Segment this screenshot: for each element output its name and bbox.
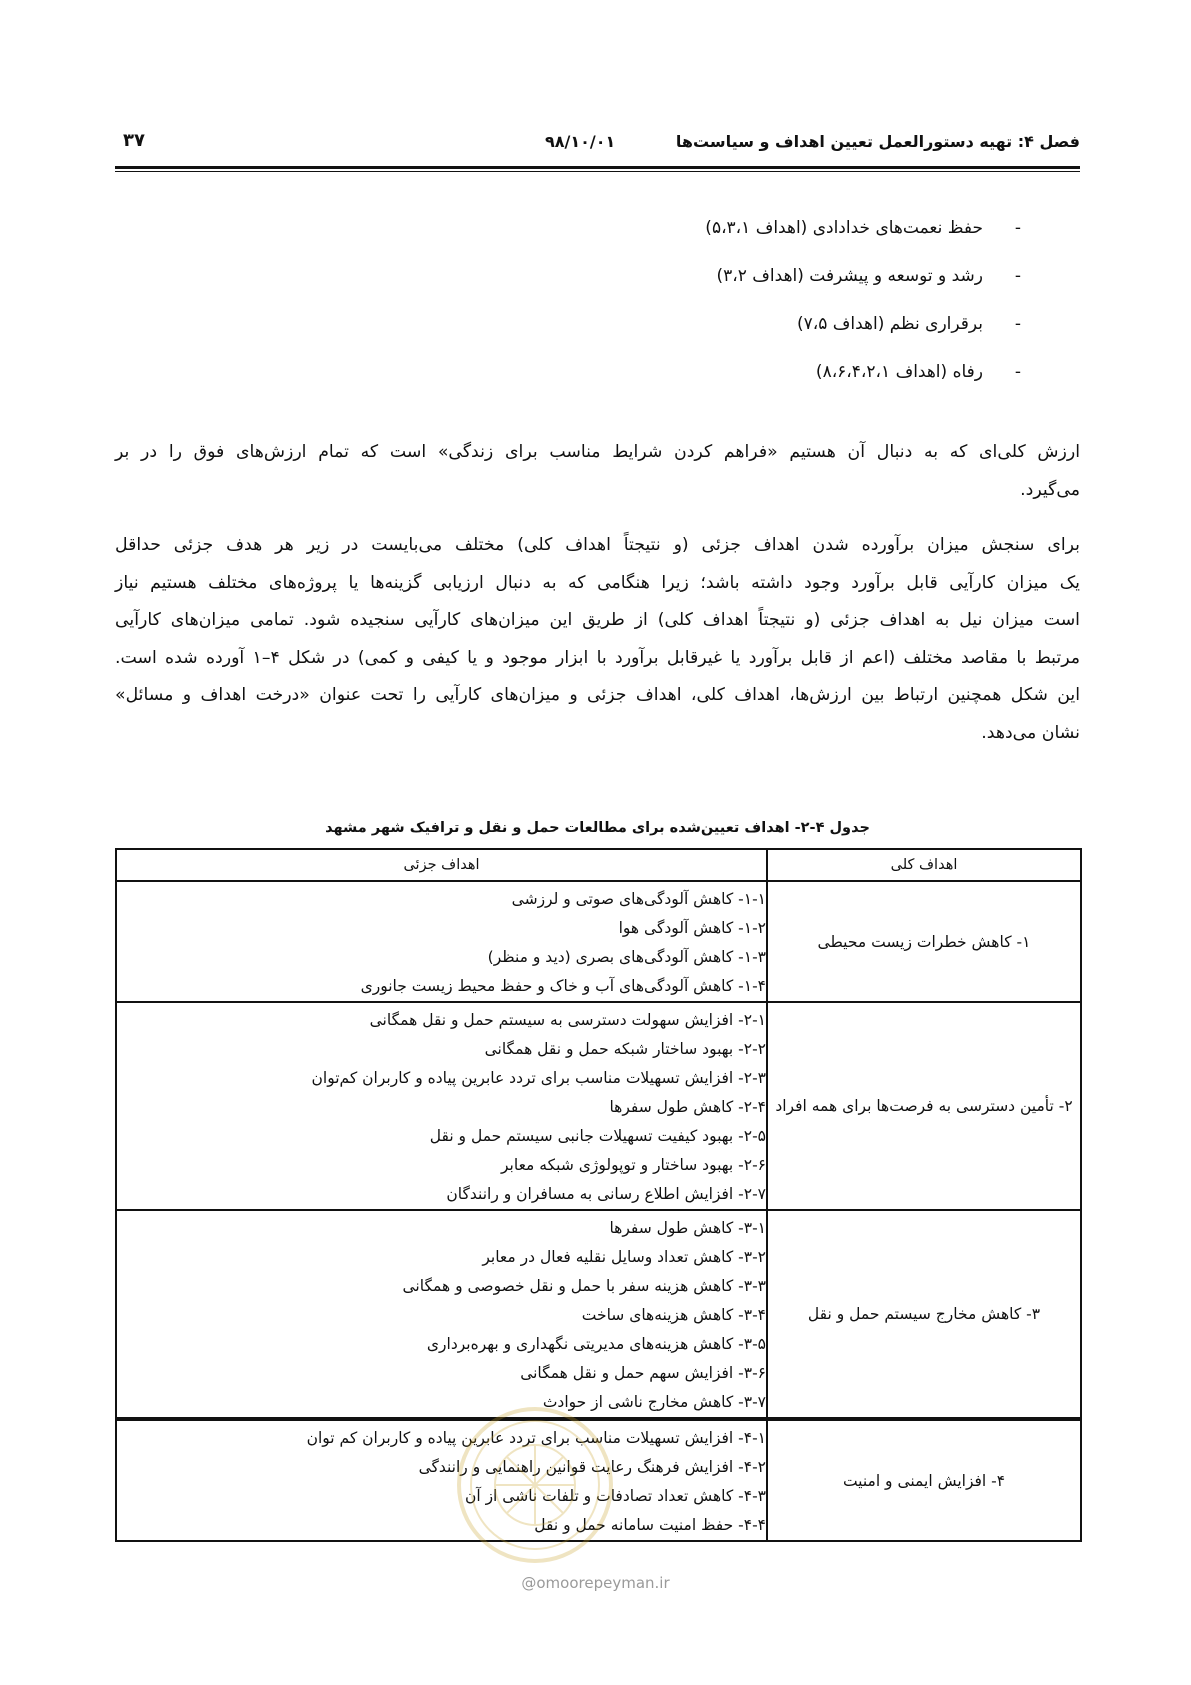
specific-goal-item: ۲-۶- بهبود ساختار و توپولوژی شبکه معابر [500, 1156, 766, 1174]
bullet-text: رشد و توسعه و پیشرفت (اهداف ۳،۲) [716, 266, 983, 286]
specific-goal-item: ۴-۴- حفظ امنیت سامانه حمل و نقل [534, 1516, 766, 1534]
specific-goal-item: ۲-۱- افزایش سهولت دسترسی به سیستم حمل و نقل همگانی [369, 1011, 766, 1029]
specific-goal-item: ۳-۱- کاهش طول سفرها [609, 1219, 766, 1237]
specific-goal-item: ۴-۳- کاهش تعداد تصادفات و تلفات ناشی از آن [464, 1487, 766, 1505]
paragraph-line: است میزان نیل به اهداف جزئی (و نتیجتاً اهداف کلی) از طریق این میزان‌های کارآیی سنجیده شود. تمامی میزان‌های کارآیی [115, 610, 1080, 630]
chapter-title: فصل ۴: تهیه دستورالعمل تعیین اهداف و سیاست‌ها [675, 132, 1080, 151]
bullet-text: حفظ نعمت‌های خدادادی (اهداف ۵،۳،۱) [705, 218, 983, 238]
watermark-seal-icon [455, 1405, 615, 1565]
specific-goal-item: ۳-۶- افزایش سهم حمل و نقل همگانی [520, 1364, 766, 1382]
paragraph-line: ارزش کلی‌ای که به دنبال آن هستیم «فراهم کردن شرایط مناسب برای زندگی» است که تمام ارزش‌های فوق را در بر [115, 442, 1080, 462]
header-rule-thick [115, 166, 1080, 169]
watermark-site: @omoorepeyman.ir [521, 1574, 670, 1592]
header-rule-thin [115, 171, 1080, 172]
paragraph-performance-measures [115, 527, 1080, 752]
table-row [116, 881, 1081, 1002]
table-header-row [116, 849, 1081, 881]
general-goal-cell: ۱- کاهش خطرات زیست محیطی [767, 881, 1081, 1002]
table-row [116, 1002, 1081, 1210]
specific-goal-item: ۲-۳- افزایش تسهیلات مناسب برای تردد عابرین پیاده و کاربران کم‌توان [311, 1069, 766, 1087]
specific-goal-item: ۳-۷- کاهش مخارج ناشی از حوادث [542, 1393, 766, 1411]
bullet-text: رفاه (اهداف ۸،۶،۴،۲،۱) [815, 362, 983, 382]
header-date: ۹۸/۱۰/۰۱ [545, 132, 616, 151]
bullet-item [705, 362, 1021, 410]
general-goal-cell: ۴- افزایش ایمنی و امنیت [767, 1419, 1081, 1541]
bullet-item [705, 218, 1021, 266]
specific-goal-item: ۳-۲- کاهش تعداد وسایل نقلیه فعال در معابر [482, 1248, 766, 1266]
paragraph-overall-value [115, 434, 1080, 509]
specific-goal-item: ۲-۷- افزایش اطلاع رسانی به مسافران و رانندگان [446, 1185, 766, 1203]
specific-goal-item: ۲-۴- کاهش طول سفرها [609, 1098, 766, 1116]
column-header-specific-goals: اهداف جزئی [116, 849, 767, 881]
specific-goal-item: ۴-۲- افزایش فرهنگ رعایت قوانین راهنمایی و رانندگی [418, 1458, 766, 1476]
general-goal-cell: ۲- تأمین دسترسی به فرصت‌ها برای همه افراد [767, 1002, 1081, 1210]
paragraph-line: این شکل همچنین ارتباط بین ارزش‌ها، اهداف کلی، اهداف جزئی و میزان‌های کارآیی را تحت عنوان «درخت اهداف و مسائل» [115, 685, 1080, 705]
bullet-text: برقراری نظم (اهداف ۷،۵) [796, 314, 983, 334]
page-header [115, 128, 1080, 162]
bullet-dash: - [1014, 314, 1021, 334]
specific-goal-item: ۴-۱- افزایش تسهیلات مناسب برای تردد عابرین پیاده و کاربران کم توان [306, 1429, 766, 1447]
specific-goal-item: ۳-۳- کاهش هزینه سفر با حمل و نقل خصوصی و همگانی [402, 1277, 766, 1295]
specific-goal-item: ۳-۴- کاهش هزینه‌های ساخت [581, 1306, 766, 1324]
specific-goal-item: ۳-۵- کاهش هزینه‌های مدیریتی نگهداری و بهره‌برداری [426, 1335, 766, 1353]
specific-goals-cell [116, 881, 767, 1002]
specific-goals-cell [116, 1210, 767, 1419]
paragraph-line: نشان می‌دهد. [981, 722, 1080, 743]
table-row [116, 1210, 1081, 1419]
bullet-dash: - [1014, 266, 1021, 286]
bullet-dash: - [1014, 218, 1021, 238]
specific-goals-cell [116, 1002, 767, 1210]
bullet-item [705, 266, 1021, 314]
page-number: ۳۷ [123, 130, 145, 151]
specific-goal-item: ۱-۴- کاهش آلودگی‌های آب و خاک و حفظ محیط زیست جانوری [360, 977, 766, 995]
values-bullet-list [705, 218, 1021, 410]
paragraph-line: یک میزان کارآیی قابل برآورد وجود داشته باشد؛ زیرا هنگامی که به دنبال ارزیابی گزینه‌ها یا پروژه‌های مختلف هستیم نیاز [115, 572, 1080, 593]
paragraph-line: برای سنجش میزان برآورده شدن اهداف جزئی (و نتیجتاً اهداف کلی) مختلف می‌بایست در زیر هر هدف جزئی حداقل [115, 535, 1080, 555]
specific-goal-item: ۱-۳- کاهش آلودگی‌های بصری (دید و منظر) [487, 948, 766, 966]
specific-goal-item: ۲-۲- بهبود ساختار شبکه حمل و نقل همگانی [484, 1040, 766, 1058]
table-caption: جدول ۴-۲- اهداف تعیین‌شده برای مطالعات حمل و نقل و ترافیک شهر مشهد [325, 820, 870, 836]
column-header-general-goals: اهداف کلی [767, 849, 1081, 881]
paragraph-line: مرتبط با مقاصد مختلف (اعم از قابل برآورد یا غیرقابل برآورد با ابزار موجود و یا کیفی و کمی) در شکل ۴–۱ آورده شده است. [115, 647, 1080, 668]
specific-goal-item: ۱-۲- کاهش آلودگی هوا [618, 919, 766, 937]
specific-goal-item: ۱-۱- کاهش آلودگی‌های صوتی و لرزشی [511, 890, 766, 908]
specific-goal-item: ۲-۵- بهبود کیفیت تسهیلات جانبی سیستم حمل و نقل [429, 1127, 766, 1145]
bullet-dash: - [1014, 362, 1021, 382]
bullet-item [705, 314, 1021, 362]
general-goal-cell: ۳- کاهش مخارج سیستم حمل و نقل [767, 1210, 1081, 1419]
paragraph-line: می‌گیرد. [1020, 479, 1080, 500]
specific-goals-cell [116, 1419, 767, 1541]
